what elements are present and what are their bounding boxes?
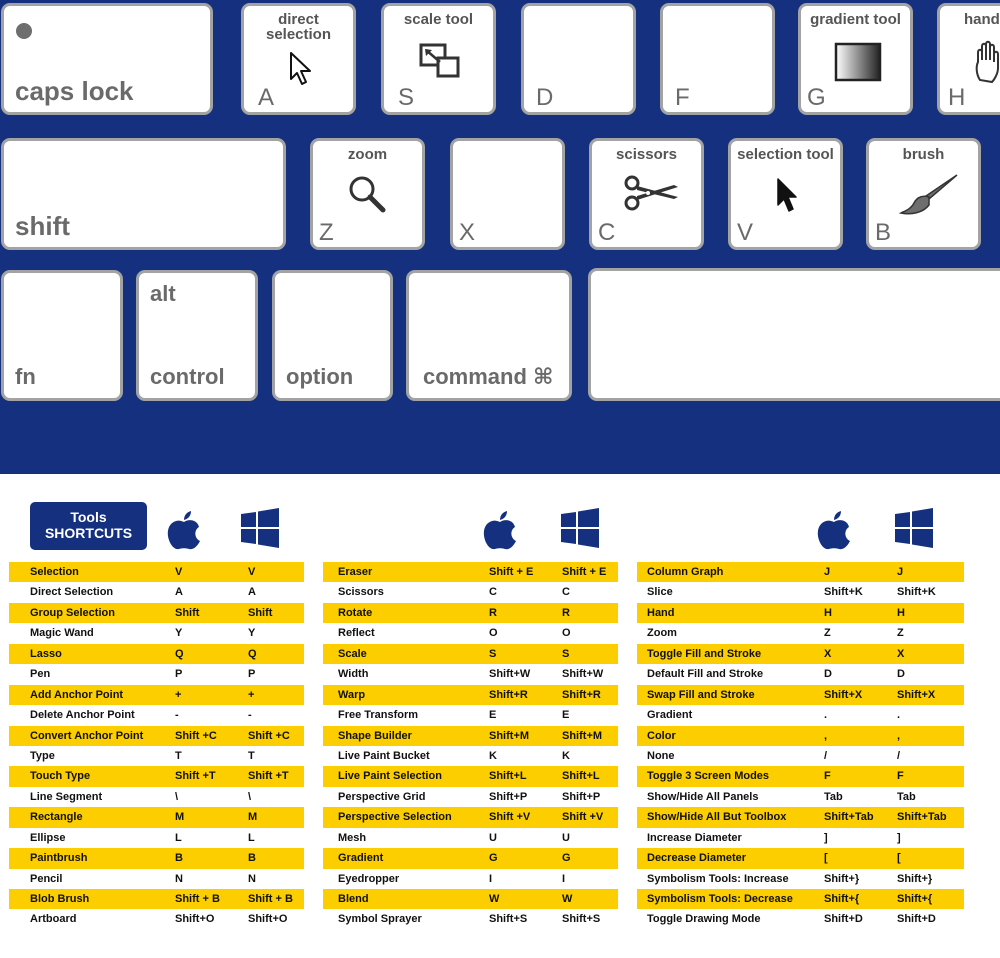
table-row bbox=[9, 603, 304, 623]
windows-shortcut: X bbox=[897, 647, 905, 660]
tool-name: Eraser bbox=[338, 566, 373, 578]
table-row bbox=[9, 623, 304, 643]
tool-name: Delete Anchor Point bbox=[30, 709, 135, 722]
key-fn bbox=[1, 270, 123, 401]
windows-shortcut: Shift +V bbox=[562, 811, 604, 824]
table-row bbox=[323, 909, 618, 929]
tool-name: Symbolism Tools: Increase bbox=[647, 872, 789, 885]
key-a-letter: A bbox=[258, 84, 275, 111]
tool-name: Symbolism Tools: Decrease bbox=[647, 893, 793, 905]
mac-shortcut: G bbox=[489, 852, 498, 865]
mac-shortcut: + bbox=[175, 688, 182, 701]
tool-name: Eyedropper bbox=[338, 872, 400, 885]
tool-name: Add Anchor Point bbox=[30, 688, 124, 701]
windows-shortcut: . bbox=[897, 709, 901, 722]
windows-shortcut: - bbox=[248, 709, 252, 722]
tool-name: Swap Fill and Stroke bbox=[647, 688, 755, 701]
windows-shortcut: Shift+W bbox=[562, 668, 604, 681]
mac-shortcut: K bbox=[489, 749, 497, 762]
table-row bbox=[323, 746, 618, 766]
mac-shortcut: Shift+} bbox=[824, 872, 860, 885]
mac-shortcut: O bbox=[489, 627, 498, 640]
table-row bbox=[637, 807, 964, 827]
table-row bbox=[323, 807, 618, 827]
windows-icon bbox=[895, 508, 933, 548]
table-row bbox=[323, 705, 618, 725]
windows-shortcut: / bbox=[897, 749, 901, 762]
tool-name: Magic Wand bbox=[30, 627, 94, 640]
tool-name: Hand bbox=[647, 606, 675, 619]
windows-shortcut: Z bbox=[897, 627, 904, 640]
tool-name: Free Transform bbox=[338, 709, 419, 722]
tool-name: Convert Anchor Point bbox=[30, 729, 144, 742]
keyboard-illustration bbox=[0, 0, 1000, 474]
mac-shortcut: Y bbox=[175, 627, 183, 640]
key-f bbox=[660, 3, 775, 115]
windows-shortcut: V bbox=[248, 566, 256, 578]
key-x bbox=[450, 138, 565, 250]
tool-name: Paintbrush bbox=[30, 852, 88, 865]
tool-name: Column Graph bbox=[647, 566, 724, 578]
table-row bbox=[637, 644, 964, 664]
key-b-letter: B bbox=[875, 219, 892, 246]
windows-shortcut: G bbox=[562, 852, 571, 865]
mac-shortcut: J bbox=[824, 566, 831, 578]
mac-shortcut: ] bbox=[824, 831, 828, 844]
key-h-tool-label: hand bbox=[964, 11, 1000, 28]
table-row bbox=[637, 766, 964, 786]
key-a-tool-label: direct selection bbox=[265, 11, 332, 43]
tool-name: Blob Brush bbox=[30, 893, 90, 905]
gradient-icon bbox=[834, 42, 882, 82]
mac-shortcut: S bbox=[489, 647, 497, 660]
tool-name: Rectangle bbox=[30, 811, 83, 824]
table-row bbox=[9, 685, 304, 705]
key-h-letter: H bbox=[948, 84, 966, 111]
scale-icon bbox=[418, 42, 462, 80]
mac-shortcut: [ bbox=[824, 852, 828, 865]
mac-shortcut: Shift+O bbox=[175, 913, 215, 926]
mac-shortcut: X bbox=[824, 647, 832, 660]
windows-shortcut: C bbox=[562, 586, 570, 599]
windows-shortcut: ] bbox=[897, 831, 901, 844]
windows-shortcut: R bbox=[562, 606, 570, 619]
tool-name: Gradient bbox=[647, 709, 693, 722]
windows-shortcut: Shift+S bbox=[562, 913, 601, 926]
key-x-letter: X bbox=[459, 219, 476, 246]
tool-name: Increase Diameter bbox=[647, 831, 742, 844]
tool-name: Show/Hide All Panels bbox=[647, 790, 759, 803]
table-row bbox=[9, 828, 304, 848]
mac-shortcut: V bbox=[175, 566, 183, 578]
key-s-letter: S bbox=[398, 84, 415, 111]
tool-name: Type bbox=[30, 749, 55, 762]
windows-shortcut: K bbox=[562, 749, 570, 762]
table-row bbox=[323, 848, 618, 868]
caps-lock-indicator bbox=[16, 23, 32, 39]
windows-shortcut: + bbox=[248, 688, 255, 701]
tool-name: Blend bbox=[338, 893, 369, 905]
windows-shortcut: Shift + E bbox=[562, 566, 607, 578]
tools-shortcuts-badge bbox=[30, 502, 147, 550]
windows-shortcut: Shift+Tab bbox=[897, 811, 947, 824]
mac-shortcut: Shift+S bbox=[489, 913, 528, 926]
table-row bbox=[9, 644, 304, 664]
mac-shortcut: P bbox=[175, 668, 183, 681]
windows-shortcut: L bbox=[248, 831, 255, 844]
key-c bbox=[589, 138, 704, 250]
key-v-letter: V bbox=[737, 219, 754, 246]
table-row bbox=[637, 787, 964, 807]
windows-shortcut: O bbox=[562, 627, 571, 640]
table-row bbox=[323, 562, 618, 582]
mac-shortcut: Shift+R bbox=[489, 688, 528, 701]
mac-shortcut: Shift+P bbox=[489, 790, 528, 803]
windows-shortcut: M bbox=[248, 811, 258, 824]
badge-line-2: SHORTCUTS bbox=[44, 525, 133, 541]
key-control bbox=[136, 270, 258, 401]
tool-name: Perspective Selection bbox=[338, 811, 452, 824]
table-row bbox=[9, 582, 304, 602]
mac-shortcut: Shift+X bbox=[824, 688, 863, 701]
mac-shortcut: Shift+{ bbox=[824, 893, 860, 905]
key-b-tool-label: brush bbox=[902, 146, 945, 163]
table-row bbox=[637, 705, 964, 725]
mac-shortcut: Shift +C bbox=[175, 729, 217, 742]
shortcut-table-3 bbox=[637, 562, 964, 930]
table-row bbox=[323, 644, 618, 664]
mac-shortcut: E bbox=[489, 709, 497, 722]
tool-name: Decrease Diameter bbox=[647, 852, 747, 865]
key-d-letter: D bbox=[536, 84, 554, 111]
badge-line-1: Tools bbox=[70, 509, 107, 525]
tool-name: Toggle 3 Screen Modes bbox=[647, 770, 770, 783]
mac-shortcut: Shift +T bbox=[175, 770, 216, 783]
key-g bbox=[798, 3, 913, 115]
mac-shortcut: Shift+W bbox=[489, 668, 531, 681]
mac-shortcut: M bbox=[175, 811, 185, 824]
tool-name: Line Segment bbox=[30, 790, 103, 803]
windows-shortcut: J bbox=[897, 566, 904, 578]
windows-shortcut: A bbox=[248, 586, 256, 599]
table-row bbox=[637, 603, 964, 623]
mac-shortcut: Shift +V bbox=[489, 811, 531, 824]
mac-shortcut: F bbox=[824, 770, 831, 783]
table-row bbox=[9, 726, 304, 746]
windows-shortcut: W bbox=[562, 893, 573, 905]
key-z bbox=[310, 138, 425, 250]
mac-shortcut: \ bbox=[175, 790, 179, 803]
tool-name: Toggle Drawing Mode bbox=[647, 913, 761, 926]
shortcut-table-1 bbox=[9, 562, 304, 930]
tool-name: Mesh bbox=[338, 831, 367, 844]
table-row bbox=[323, 726, 618, 746]
windows-icon bbox=[561, 508, 599, 548]
scissors-icon bbox=[622, 173, 680, 213]
windows-shortcut: E bbox=[562, 709, 570, 722]
key-b bbox=[866, 138, 981, 250]
table-row bbox=[323, 685, 618, 705]
table-row bbox=[637, 685, 964, 705]
key-g-tool-label: gradient tool bbox=[810, 11, 901, 28]
windows-icon bbox=[241, 508, 279, 548]
windows-shortcut: Shift+} bbox=[897, 872, 933, 885]
mac-shortcut: Shift+D bbox=[824, 913, 863, 926]
mac-shortcut: Shift bbox=[175, 606, 200, 619]
key-d bbox=[521, 3, 636, 115]
key-option-label: option bbox=[286, 364, 354, 389]
mac-shortcut: L bbox=[175, 831, 182, 844]
table-row bbox=[323, 603, 618, 623]
table-row bbox=[323, 766, 618, 786]
mac-shortcut: Shift+Tab bbox=[824, 811, 874, 824]
table-row bbox=[9, 705, 304, 725]
key-shift-label: shift bbox=[15, 211, 70, 241]
tool-name: Pen bbox=[30, 668, 51, 681]
windows-shortcut: , bbox=[897, 729, 901, 742]
key-caps-lock bbox=[1, 3, 213, 115]
windows-shortcut: Shift+L bbox=[562, 770, 600, 783]
mac-shortcut: W bbox=[489, 893, 500, 905]
tool-name: Scissors bbox=[338, 586, 384, 599]
windows-shortcut: F bbox=[897, 770, 904, 783]
table-row bbox=[9, 889, 304, 909]
table-row bbox=[9, 787, 304, 807]
arrow-cursor-icon bbox=[288, 51, 314, 87]
windows-shortcut: Shift+M bbox=[562, 729, 603, 742]
mac-shortcut: Shift+K bbox=[824, 586, 863, 599]
table-row bbox=[637, 848, 964, 868]
tool-name: Lasso bbox=[30, 647, 62, 660]
table-row bbox=[9, 746, 304, 766]
mac-shortcut: D bbox=[824, 668, 832, 681]
table-row bbox=[637, 623, 964, 643]
windows-shortcut: Shift+K bbox=[897, 586, 936, 599]
key-c-letter: C bbox=[598, 219, 616, 246]
table-row bbox=[637, 582, 964, 602]
windows-shortcut: H bbox=[897, 606, 905, 619]
tool-name: Touch Type bbox=[30, 770, 91, 783]
mac-shortcut: - bbox=[175, 709, 179, 722]
tool-name: Toggle Fill and Stroke bbox=[647, 647, 762, 660]
table-row bbox=[323, 623, 618, 643]
tool-name: Rotate bbox=[338, 606, 373, 619]
windows-shortcut: Shift+R bbox=[562, 688, 601, 701]
tool-name: None bbox=[647, 749, 675, 762]
tool-name: Warp bbox=[338, 688, 366, 701]
table-row bbox=[637, 562, 964, 582]
windows-shortcut: Shift+O bbox=[248, 913, 288, 926]
table-row bbox=[323, 582, 618, 602]
windows-shortcut: Shift+X bbox=[897, 688, 936, 701]
tool-name: Live Paint Selection bbox=[338, 770, 442, 783]
key-g-letter: G bbox=[807, 84, 826, 111]
table-row bbox=[9, 909, 304, 929]
table-row bbox=[323, 787, 618, 807]
key-v bbox=[728, 138, 843, 250]
mac-shortcut: . bbox=[824, 709, 828, 722]
windows-shortcut: Shift bbox=[248, 606, 273, 619]
tool-name: Shape Builder bbox=[338, 729, 412, 742]
mac-shortcut: N bbox=[175, 872, 183, 885]
tool-name: Width bbox=[338, 668, 369, 681]
mac-shortcut: / bbox=[824, 749, 828, 762]
windows-shortcut: S bbox=[562, 647, 570, 660]
table-row bbox=[323, 869, 618, 889]
windows-shortcut: Shift +T bbox=[248, 770, 289, 783]
tool-name: Group Selection bbox=[30, 606, 115, 619]
table-row bbox=[637, 746, 964, 766]
tool-name: Pencil bbox=[30, 872, 63, 885]
windows-shortcut: P bbox=[248, 668, 256, 681]
selection-cursor-icon bbox=[775, 177, 799, 215]
table-row bbox=[9, 664, 304, 684]
mac-shortcut: H bbox=[824, 606, 832, 619]
mac-shortcut: T bbox=[175, 749, 182, 762]
windows-shortcut: B bbox=[248, 852, 256, 865]
shortcuts-legend bbox=[0, 474, 1000, 958]
key-z-tool-label: zoom bbox=[347, 146, 388, 163]
tool-name: Artboard bbox=[30, 913, 77, 926]
key-command bbox=[406, 270, 572, 401]
mac-shortcut: Shift+L bbox=[489, 770, 527, 783]
table-row bbox=[637, 889, 964, 909]
table-row bbox=[323, 828, 618, 848]
key-z-letter: Z bbox=[319, 219, 334, 246]
key-v-tool-label: selection tool bbox=[737, 146, 834, 163]
key-command-label: command ⌘ bbox=[423, 364, 554, 389]
table-row bbox=[323, 889, 618, 909]
mac-shortcut: R bbox=[489, 606, 497, 619]
table-row bbox=[9, 869, 304, 889]
tool-name: Slice bbox=[647, 586, 673, 599]
key-shift bbox=[1, 138, 286, 250]
magnifier-icon bbox=[346, 173, 388, 215]
windows-shortcut: D bbox=[897, 668, 905, 681]
key-caps-lock-label: caps lock bbox=[15, 76, 134, 106]
key-alt-label: alt bbox=[150, 281, 176, 306]
mac-shortcut: Q bbox=[175, 647, 184, 660]
key-a bbox=[241, 3, 356, 115]
windows-shortcut: Tab bbox=[897, 790, 916, 803]
mac-shortcut: Shift + E bbox=[489, 566, 534, 578]
table-row bbox=[637, 726, 964, 746]
key-f-letter: F bbox=[675, 84, 690, 111]
windows-shortcut: \ bbox=[248, 790, 252, 803]
windows-shortcut: Shift+D bbox=[897, 913, 936, 926]
key-control-label: control bbox=[150, 364, 225, 389]
table-row bbox=[9, 562, 304, 582]
table-row bbox=[637, 909, 964, 929]
mac-shortcut: Shift + B bbox=[175, 893, 220, 905]
brush-icon bbox=[899, 173, 959, 217]
table-row bbox=[637, 869, 964, 889]
mac-shortcut: C bbox=[489, 586, 497, 599]
tool-name: Ellipse bbox=[30, 831, 66, 844]
key-s-tool-label: scale tool bbox=[403, 11, 474, 28]
table-row bbox=[323, 664, 618, 684]
tool-name: Perspective Grid bbox=[338, 790, 426, 803]
tool-name: Gradient bbox=[338, 852, 384, 865]
mac-shortcut: , bbox=[824, 729, 828, 742]
apple-icon bbox=[166, 510, 202, 550]
table-row bbox=[9, 848, 304, 868]
tool-name: Zoom bbox=[647, 627, 677, 640]
mac-shortcut: Shift+M bbox=[489, 729, 530, 742]
tool-name: Show/Hide All But Toolbox bbox=[647, 811, 787, 824]
apple-icon bbox=[482, 510, 518, 550]
windows-shortcut: Shift + B bbox=[248, 893, 293, 905]
tool-name: Scale bbox=[338, 647, 367, 660]
windows-shortcut: Y bbox=[248, 627, 256, 640]
key-space bbox=[588, 268, 1000, 401]
mac-shortcut: I bbox=[489, 872, 493, 885]
mac-shortcut: Z bbox=[824, 627, 831, 640]
key-fn-label: fn bbox=[15, 364, 36, 389]
tool-name: Reflect bbox=[338, 627, 375, 640]
windows-shortcut: [ bbox=[897, 852, 901, 865]
key-option bbox=[272, 270, 393, 401]
key-h bbox=[937, 3, 1000, 115]
windows-shortcut: Shift+P bbox=[562, 790, 601, 803]
tool-name: Live Paint Bucket bbox=[338, 749, 430, 762]
windows-shortcut: N bbox=[248, 872, 256, 885]
tool-name: Color bbox=[647, 729, 676, 742]
table-row bbox=[9, 807, 304, 827]
windows-shortcut: Shift+{ bbox=[897, 893, 933, 905]
tool-name: Default Fill and Stroke bbox=[647, 668, 764, 681]
hand-icon bbox=[974, 40, 1000, 84]
mac-shortcut: B bbox=[175, 852, 183, 865]
mac-shortcut: A bbox=[175, 586, 183, 599]
table-row bbox=[637, 664, 964, 684]
shortcut-table-2 bbox=[323, 562, 618, 930]
tool-name: Symbol Sprayer bbox=[338, 913, 422, 926]
windows-shortcut: Q bbox=[248, 647, 257, 660]
windows-shortcut: I bbox=[562, 872, 566, 885]
mac-shortcut: U bbox=[489, 831, 497, 844]
table-row bbox=[9, 766, 304, 786]
tool-name: Direct Selection bbox=[30, 586, 114, 599]
key-c-tool-label: scissors bbox=[616, 146, 677, 163]
apple-icon bbox=[816, 510, 852, 550]
windows-shortcut: Shift +C bbox=[248, 729, 290, 742]
key-s bbox=[381, 3, 496, 115]
tool-name: Selection bbox=[30, 566, 79, 578]
table-row bbox=[637, 828, 964, 848]
windows-shortcut: U bbox=[562, 831, 570, 844]
windows-shortcut: T bbox=[248, 749, 255, 762]
mac-shortcut: Tab bbox=[824, 790, 843, 803]
